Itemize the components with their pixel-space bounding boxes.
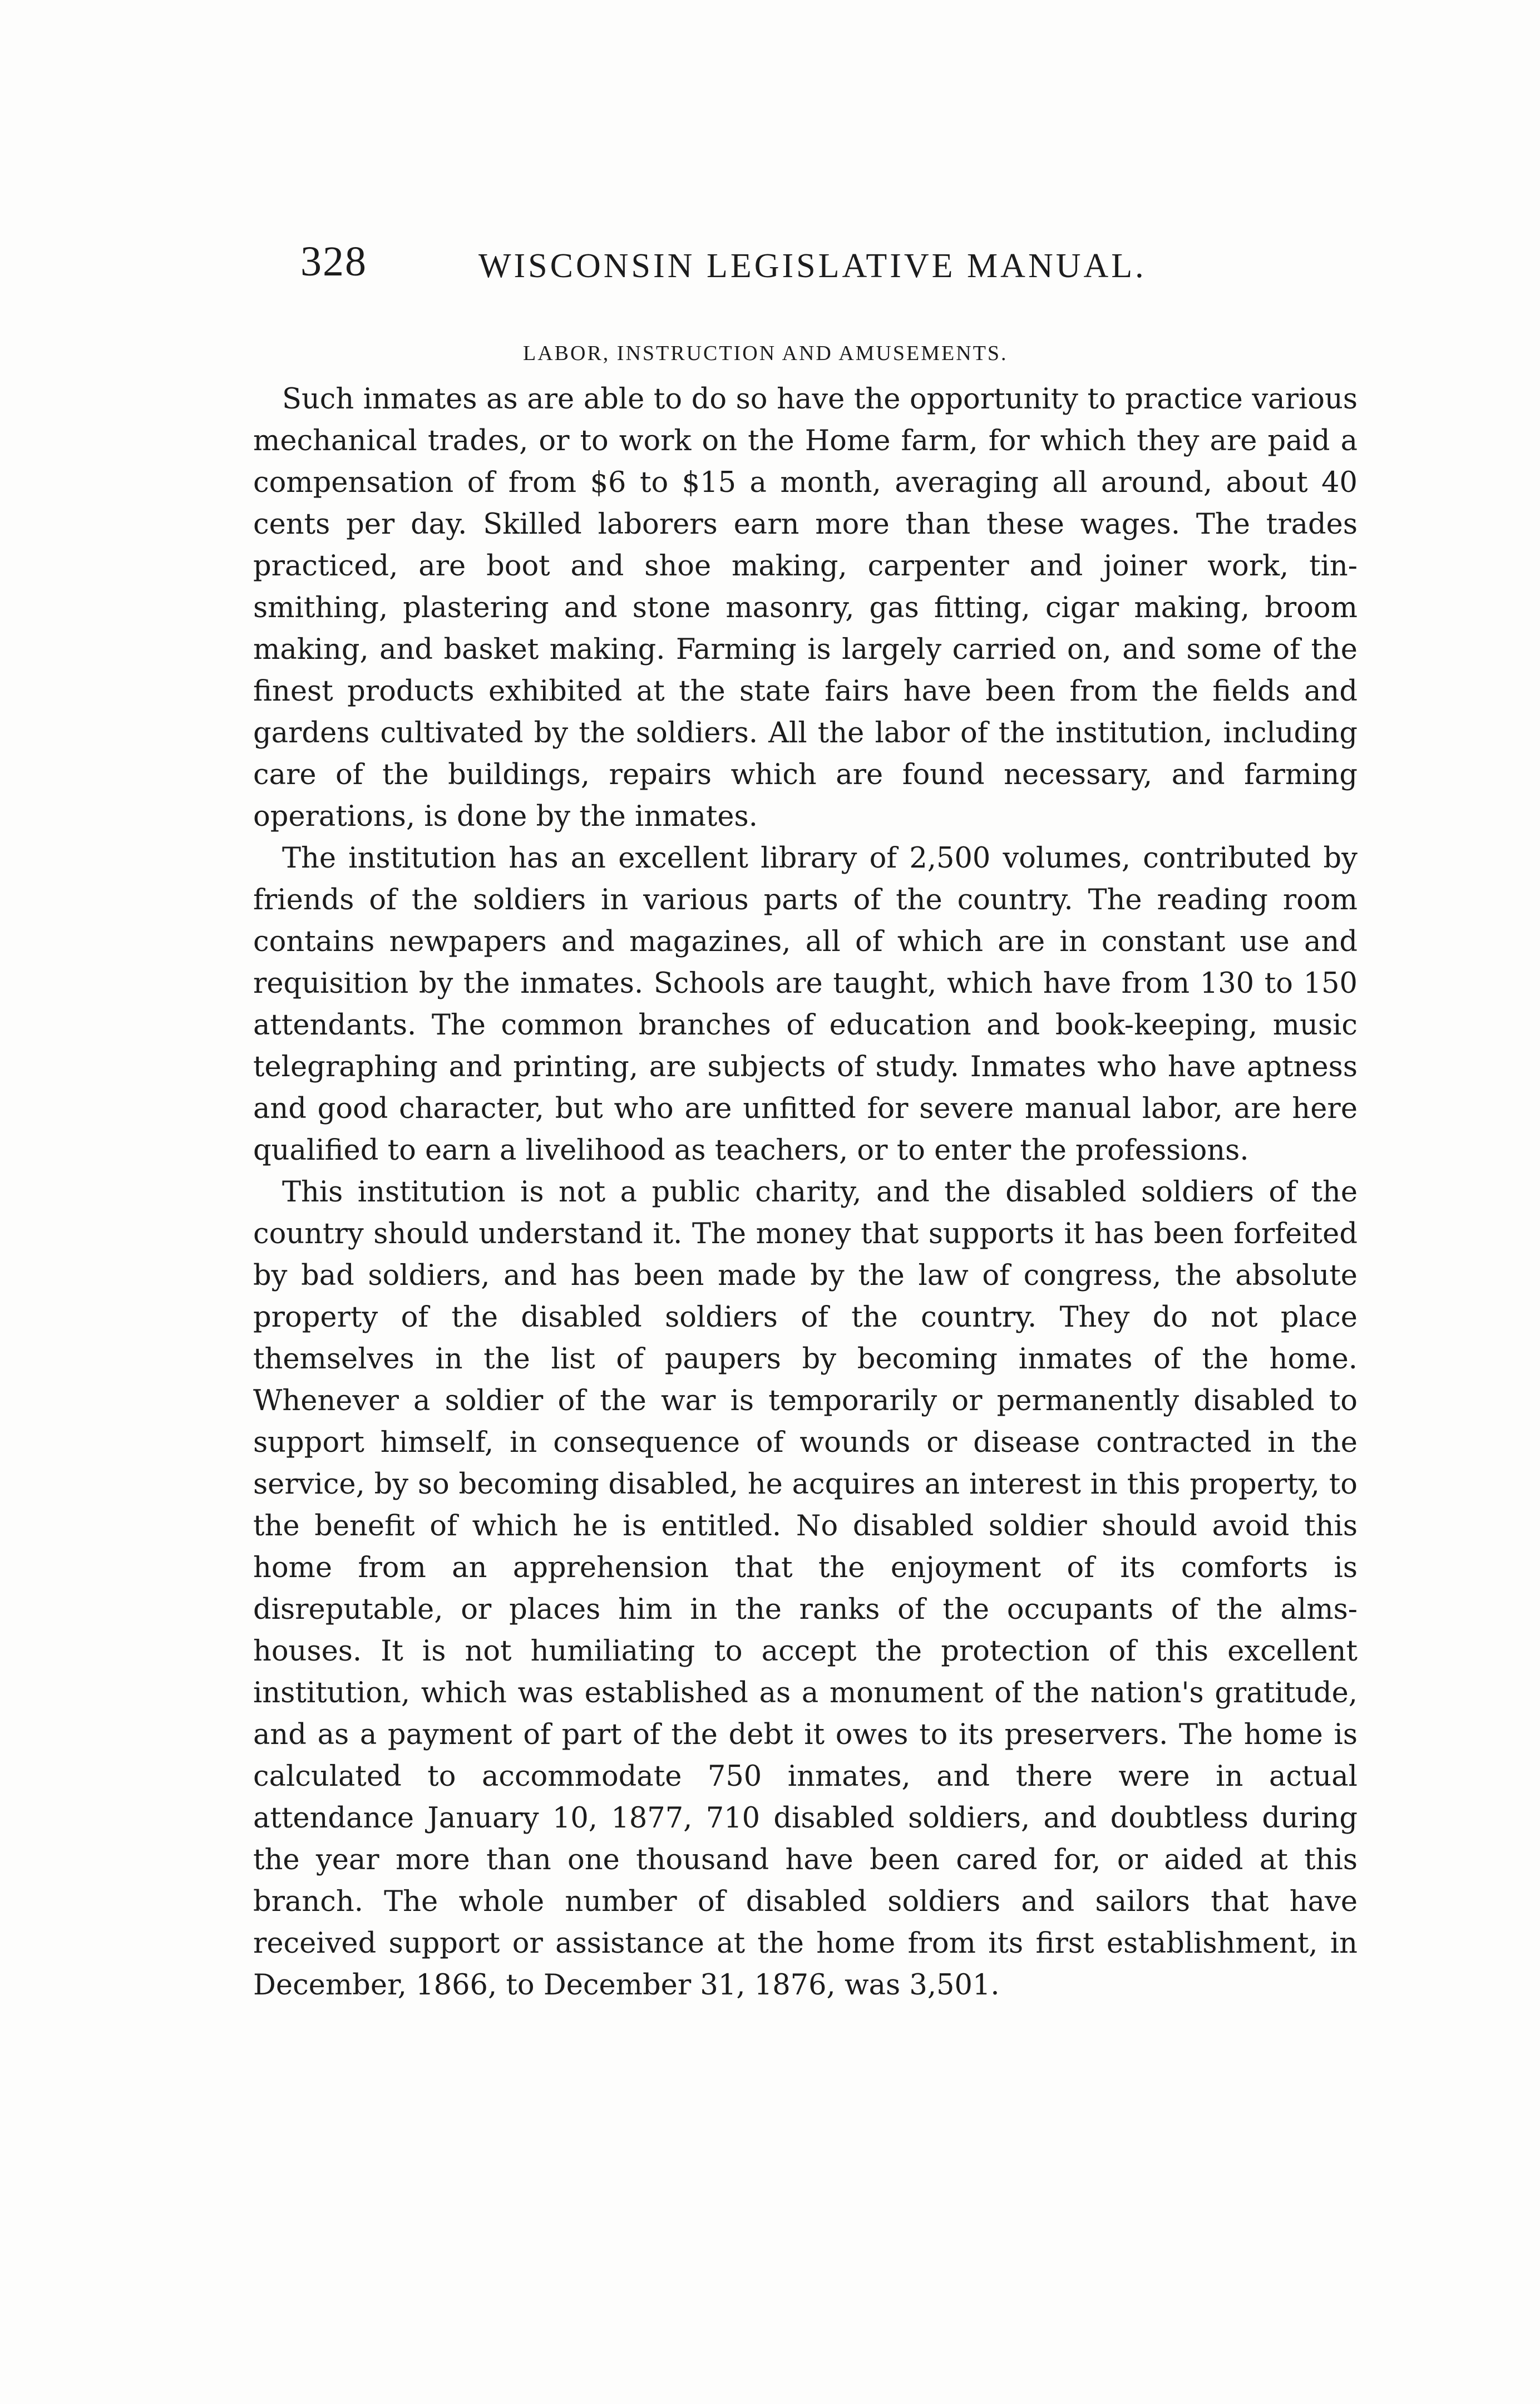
paragraph-labor: Such inmates as are able to do so have the opportunity to practice various mechanical trades, or to work on the Home farm, for which they are paid a compensation of from $6 to $15 a month, averaging all around, about 40 cents per day. Skilled laborers earn more than these wages. The trades practiced, are boot and shoe making, carpenter and joiner work, tin-smithing, plastering and stone masonry, gas fitting, cigar making, broom making, and basket making. Farming is largely carried on, and some of the finest products exhibited at the state fairs have been from the fields and gardens cultivated by the soldiers. All the labor of the institution, including care of the buildings, repairs which are found necessary, and farming operations, is done by the inmates. [253, 383, 1358, 833]
running-title: WISCONSIN LEGISLATIVE MANUAL. [478, 247, 1147, 285]
page-number: 328 [300, 238, 367, 285]
running-head [300, 228, 1374, 295]
section-heading: LABOR, INSTRUCTION AND AMUSEMENTS. [523, 342, 1008, 365]
body-text [253, 378, 1358, 2006]
paragraph-instruction: The institution has an excellent library of 2,500 volumes, contributed by friends of the soldiers in various parts of the country. The reading room contains newpapers and magazines, all of which are in constant use and requisition by the inmates. Schools are taught, which have from 130 to 150 attendants. The common branches of education and book-keeping, music telegraphing and printing, are subjects of study. Inmates who have aptness and good character, but who are unfitted for severe manual labor, are here qualified to earn a livelihood as teachers, or to enter the professions. [253, 842, 1358, 1167]
paragraph-charity: This institution is not a public charity, and the disabled soldiers of the country should understand it. The money that supports it has been forfeited by bad soldiers, and has been made by the law of congress, the absolute property of the disabled soldiers of the country. They do not place themselves in the list of paupers by becoming inmates of the home. Whenever a soldier of the war is temporarily or permanently disabled to support himself, in consequence of wounds or disease contracted in the service, by so becoming disabled, he acquires an interest in this property, to the benefit of which he is entitled. No disabled soldier should avoid this home from an apprehension that the enjoyment of its comforts is disreputable, or places him in the ranks of the occupants of the alms-houses. It is not humiliating to accept the protection of this excellent institution, which was established as a monument of the nation's gratitude, and as a payment of part of the debt it owes to its preservers. The home is calculated to accommodate 750 inmates, and there were in actual attendance January 10, 1877, 710 disabled soldiers, and doubtless during the year more than one thousand have been cared for, or aided at this branch. The whole number of disabled soldiers and sailors that have received support or assistance at the home from its first establishment, in December, 1866, to December 31, 1876, was 3,501. [253, 1176, 1358, 2002]
